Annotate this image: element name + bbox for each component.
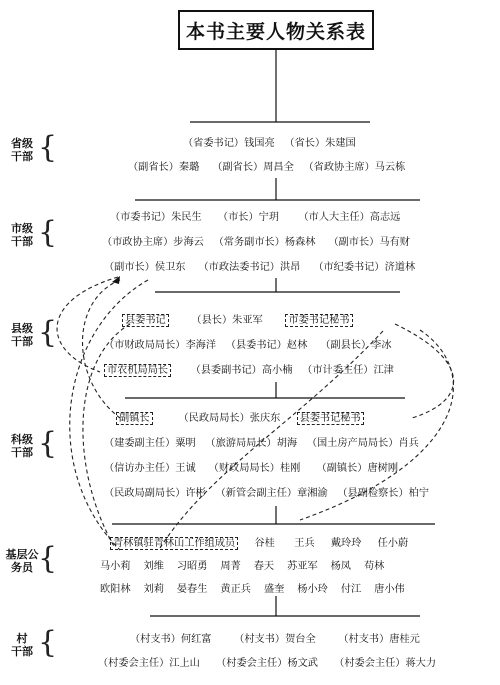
person-entry: （市委书记）朱民生 — [110, 212, 202, 223]
person-entry: 晏春生 — [176, 584, 208, 595]
row-province-2 — [128, 161, 405, 175]
person-entry: （副县长）李冰 — [320, 340, 392, 351]
person-entry: 刘维 — [143, 561, 164, 572]
person-entry: （副市长）侯卫东 — [104, 262, 186, 273]
person-entry: （常务副市长）杨森林 — [213, 237, 316, 248]
person-entry: 习昭勇 — [176, 561, 208, 572]
chart-title: 本书主要人物关系表 — [178, 10, 374, 50]
person-entry: 唐小伟 — [374, 584, 405, 595]
person-entry: （村支书）唐桂元 — [338, 634, 420, 645]
person-entry: （省长）朱建国 — [284, 138, 356, 149]
person-entry: （县副检察长）柏宁 — [337, 488, 430, 499]
row-grassroots-2 — [100, 560, 384, 574]
row-province-1 — [183, 137, 356, 151]
person-entry: （新管会副主任）章湘渝 — [215, 488, 328, 499]
row-city-1 — [110, 211, 400, 225]
person-entry: 盛奎 — [263, 584, 285, 595]
person-entry: 青林镇驻青林山工作组成员 — [110, 537, 238, 550]
row-village-1 — [130, 633, 420, 647]
person-entry: 苟林 — [363, 561, 385, 572]
row-section-4 — [104, 487, 429, 501]
person-entry: 县委书记秘书 — [297, 412, 364, 425]
person-entry: （副省长）周昌全 — [212, 162, 294, 173]
person-entry: （副省长）秦璐 — [128, 162, 200, 173]
person-entry: （村支书）何红富 — [130, 634, 212, 645]
person-entry: （县长）朱亚军 — [191, 315, 263, 326]
person-entry: （市计委主任）江津 — [302, 365, 394, 376]
row-grassroots-3 — [100, 583, 405, 597]
person-entry: （村支书）贺台全 — [234, 634, 316, 645]
person-entry: 市委书记秘书 — [285, 314, 352, 327]
person-entry: 王兵 — [294, 538, 315, 549]
person-entry: （市长）宁玥 — [217, 212, 280, 223]
person-entry: （旅游局局长）胡海 — [205, 438, 298, 449]
person-entry: （副镇长）唐树刚 — [316, 463, 399, 474]
person-entry: 黄正兵 — [220, 584, 251, 595]
person-entry: 苏亚军 — [287, 561, 318, 572]
person-entry: （市纪委书记）济道林 — [313, 262, 416, 273]
level-label-county: 县级 干部 { — [11, 315, 58, 350]
person-entry: （省政协主席）马云栋 — [303, 162, 406, 173]
person-entry: 刘莉 — [143, 584, 164, 595]
person-entry: 杨凤 — [330, 561, 351, 572]
row-grassroots-1 — [110, 537, 408, 551]
person-entry: （市政法委书记）洪昂 — [198, 262, 301, 273]
person-entry: 市农机局局长 — [104, 364, 171, 377]
person-entry: （建委副主任）粟明 — [104, 438, 196, 449]
row-city-2 — [102, 236, 410, 250]
person-entry: 欧阳林 — [100, 584, 131, 595]
person-entry: （市人大主任）高志远 — [298, 212, 401, 223]
person-entry: （县委副书记）高小楠 — [190, 365, 293, 376]
person-entry: 杨小玲 — [297, 584, 328, 595]
person-entry: （村委会主任）江上山 — [98, 658, 200, 669]
person-entry: （县委书记）赵林 — [225, 340, 308, 351]
person-entry: （民政局副局长）许彬 — [104, 488, 206, 499]
person-entry: （村委会主任）杨文武 — [216, 658, 318, 669]
person-entry: 谷桂 — [254, 538, 275, 549]
level-label-grassroots: 基层公 务员 { — [5, 541, 58, 576]
person-entry: 副镇长 — [116, 412, 153, 425]
person-entry: 县委书记 — [122, 314, 169, 327]
level-label-city: 市级 干部 { — [11, 215, 58, 250]
row-village-2 — [98, 657, 436, 671]
person-entry: （市财政局局长）李海洋 — [104, 340, 217, 351]
row-county-2 — [104, 339, 392, 353]
person-entry: （国土房产局局长）肖兵 — [306, 438, 419, 449]
row-city-3 — [104, 261, 415, 275]
person-entry: 马小莉 — [100, 561, 131, 572]
person-entry: （村委会主任）蒋大力 — [334, 658, 437, 669]
level-label-section: 科级 干部 { — [11, 426, 58, 461]
row-county-3 — [104, 364, 394, 378]
person-entry: 戴玲玲 — [330, 538, 362, 549]
person-entry: （信访办主任）王诚 — [104, 463, 196, 474]
person-entry: （省委书记）钱国亮 — [183, 138, 275, 149]
row-section-2 — [104, 437, 419, 451]
row-section-3 — [104, 462, 398, 476]
person-entry: （副市长）马有财 — [328, 237, 410, 248]
level-label-province: 省级 干部 { — [11, 130, 58, 165]
row-county-1 — [122, 314, 353, 328]
person-entry: （财政局局长）桂刚 — [208, 463, 301, 474]
row-section-1 — [116, 412, 364, 426]
person-entry: （民政局局长）张庆东 — [178, 413, 281, 424]
person-entry: 周菁 — [220, 561, 241, 572]
level-label-village: 村 干部 { — [11, 625, 58, 660]
person-entry: （市政协主席）步海云 — [102, 237, 204, 248]
person-entry: 任小蔚 — [377, 538, 409, 549]
person-entry: 付江 — [340, 584, 362, 595]
person-entry: 春天 — [253, 561, 275, 572]
